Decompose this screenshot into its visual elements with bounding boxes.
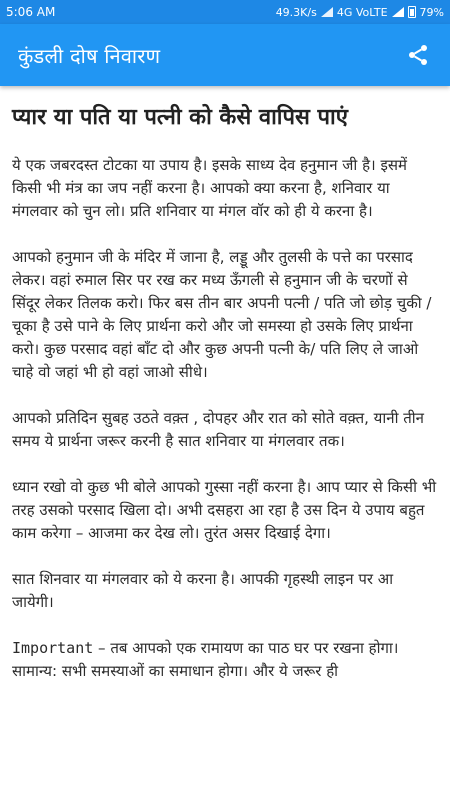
- app-title: कुंडली दोष निवारण: [18, 43, 161, 68]
- important-text: – तब आपको एक रामायण का पाठ घर पर रखना होगा। सामान्य: सभी समस्याओं का समाधान होगा। और ये जरूर ही: [12, 639, 399, 680]
- status-time: 5:06 AM: [6, 5, 56, 19]
- share-button[interactable]: [404, 41, 432, 69]
- battery-level: 79%: [419, 5, 444, 19]
- network-type: 4G VoLTE: [336, 5, 388, 19]
- network-speed: 49.3K/s: [275, 5, 317, 19]
- bottom-area: [0, 746, 450, 800]
- article-paragraph: ध्यान रखो वो कुछ भी बोले आपको गुस्सा नहीं करना है। आप प्यार से किसी भी तरह उसको परसाद खिला दो। अभी दसहरा आ रहा है उस दिन ये उपाय बहुत काम करेगा – आजमा कर देख लो। तुरंत असर दिखाई देगा।: [12, 478, 437, 542]
- status-right: [276, 6, 444, 19]
- important-label: Important: [12, 639, 94, 657]
- battery-icon: [408, 6, 416, 18]
- wifi-signal-icon: [321, 7, 333, 17]
- status-bar: [0, 0, 450, 24]
- article-title: प्यार या पति या पत्नी को कैसे वापिस पाएं: [12, 105, 348, 130]
- share-icon: [406, 43, 430, 67]
- article-paragraph: ये एक जबरदस्त टोटका या उपाय है। इसके साध्य देव हनुमान जी है। इसमें किसी भी मंत्र का जप नहीं करना है। आपको क्या करना है, शनिवार या मंगलवार को चुन लो। प्रति शनिवार या मंगल वॉर को ही ये करना है।: [12, 156, 407, 220]
- article-paragraph: आपको प्रतिदिन सुबह उठते वक़्त , दोपहर और रात को सोते वक़्त, यानी तीन समय ये प्रार्थना जरूर करनी है सात शनिवार या मंगलवार तक।: [12, 409, 424, 450]
- app-bar: [0, 24, 450, 86]
- cell-signal-icon: [392, 7, 404, 17]
- article-paragraph: सात शिनवार या मंगलवार को ये करना है। आपकी गृहस्थी लाइन पर आ जायेगी।: [12, 570, 394, 611]
- article-content[interactable]: [0, 86, 450, 746]
- article-paragraph-important: [12, 637, 438, 683]
- article-paragraph: आपको हनुमान जी के मंदिर में जाना है, लड्डू और तुलसी के पत्ते का परसाद लेकर। वहां रुमाल सिर पर रख कर मध्य ऊँगली से हनुमान जी के चरणों से सिंदूर लेकर तिलक करो। फिर बस तीन बार अपनी पत्नी / पति जो छोड़ चुकी / चूका है उसे पाने के लिए प्रार्थना करो और जो समस्या हो उसके लिए प्रार्थना करो। कुछ परसाद वहां बाँट दो और कुछ अपनी पत्नी के/ पति लिए ले जाओ चाहे वो जहां भी हो वहां जाओ सीधे।: [12, 248, 432, 381]
